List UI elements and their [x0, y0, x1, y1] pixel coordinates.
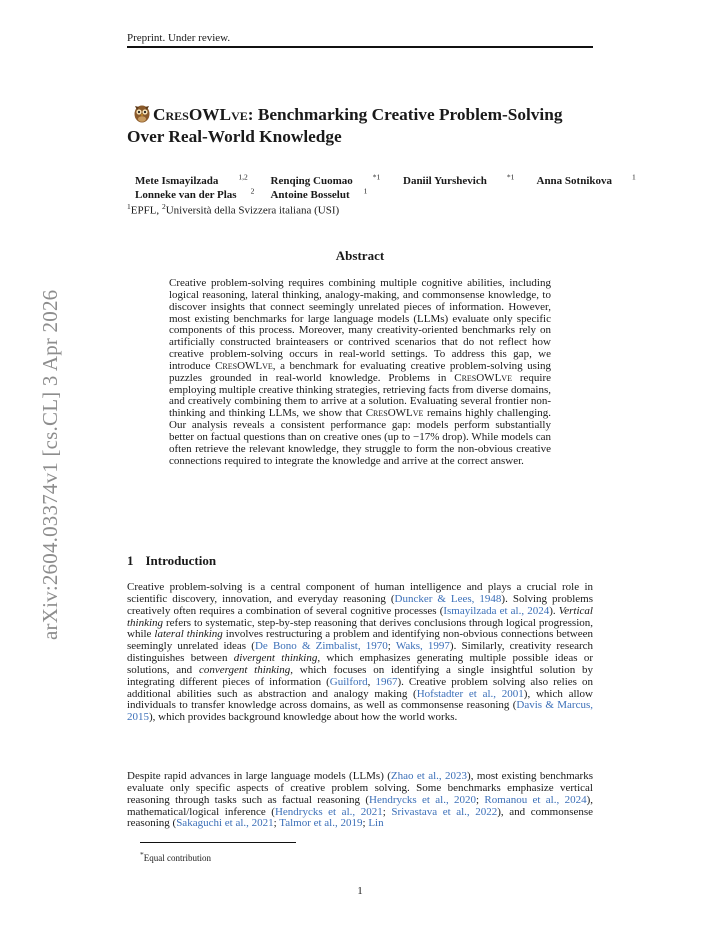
author: Daniil Yurshevich $^{*1}$	[403, 172, 515, 187]
citation-link[interactable]: Zhao et al., 2023	[390, 770, 468, 782]
running-header: Preprint. Under review.	[127, 32, 231, 44]
paragraph-text: Despite rapid advances in large language models (LLMs) (	[127, 770, 391, 782]
citation-link[interactable]: Ismayilzada et al., 2024	[443, 604, 550, 617]
citation-link[interactable]: Srivastava et al., 2022	[391, 805, 498, 818]
citation-link[interactable]: 1967	[375, 675, 398, 688]
header-rule	[127, 46, 593, 48]
paragraph-text: , which emphasizes generating multiple possible ideas or solutions, and	[127, 652, 593, 676]
paragraph-text: ), which allow individuals to transfer knowledge across domains, as well as commonsense reasoning (	[127, 687, 594, 712]
emphasis-text: divergent thinking	[233, 652, 318, 665]
author-list-line2	[135, 186, 381, 201]
citation-link[interactable]: Romanou et al., 2024	[484, 793, 587, 806]
paragraph-text: ), which provides background knowledge about how the world works.	[149, 711, 458, 724]
paragraph-text: ,	[367, 675, 376, 688]
citation-link[interactable]: Duncker & Lees, 1948	[394, 592, 502, 605]
citation-link[interactable]: Lin	[368, 817, 384, 830]
author: Lonneke van der Plas $^2$	[135, 186, 255, 201]
paragraph-text: ). Similarly, creativity research distinguishes between	[127, 640, 594, 665]
section-heading: 1 Introduction	[127, 553, 217, 568]
citation-link[interactable]: Guilford	[329, 675, 368, 688]
paper-title	[127, 104, 597, 148]
title-line1: : Benchmarking Creative Problem-Solving	[247, 105, 563, 124]
intro-paragraph-1	[127, 582, 593, 724]
page-number: 1	[357, 885, 363, 897]
affiliations: $^1$EPFL, $^2$Università della Svizzera italiana (USI)	[127, 202, 340, 217]
emphasis-text: lateral thinking	[154, 628, 223, 641]
author: Antoine Bosselut $^1$	[270, 186, 368, 201]
paragraph-text: ;	[362, 817, 369, 830]
benchmark-name: CresOWLve	[153, 105, 248, 124]
emphasis-text: convergent thinking	[198, 663, 291, 676]
footnote: *Equal contribution	[140, 850, 211, 863]
citation-link[interactable]: Sakaguchi et al., 2021	[176, 817, 274, 830]
author: Renqing Cuomao $^{*1}$	[270, 172, 381, 187]
paragraph-text: ). Solving problems creatively often requires a combination of several cognitive processes (	[127, 592, 593, 617]
paragraph-text: , which focuses on identifying a single insightful solution by integrating different pieces of information (	[127, 663, 593, 688]
paragraph-text: involves restructuring a problem and identifying non-obvious connections between seemingly unrelated ideas (	[127, 628, 593, 653]
citation-link[interactable]: Hofstadter et al., 2001	[416, 687, 524, 700]
paragraph-text: ;	[476, 793, 485, 806]
intro-paragraph-2	[127, 771, 593, 830]
citation-link[interactable]: Hendrycks et al., 2020	[369, 793, 477, 806]
paragraph-text: ;	[387, 640, 396, 653]
citation-link[interactable]: Waks, 1997	[395, 640, 450, 653]
abstract-body: Creative problem-solving requires combining multiple cognitive abilities, including logical reasoning, lateral thinking, analogy-making, and commonsense knowledge, to discover insights that connect seemingly unrelated pieces of information. However, most existing benchmarks for large language models (LLMs) evaluate only specific components of this process. Moreover, many creativity-oriented benchmarks rely on artificially constructed brainteasers or contrived scenarios that do not reflect how creative problem-solving occurs in real-world settings. To address this gap, we introduce CresOWLve, a benchmark for evaluating creative problem-solving using puzzles grounded in real-world knowledge. Problems in CresOWLve require employing multiple creative thinking strategies, retrieving facts from diverse domains, and creatively combining them to arrive at a solution. Evaluating several frontier non-thinking and thinking LLMs, we show that CresOWLve remains highly challenging. Our analysis reveals a consistent performance gap: models perform substantially better on factual questions than on creative ones (up to −17% drop). While models can often retrieve the relevant knowledge, they struggle to form the non-obvious creative connections required to integrate the knowledge and arrive at the correct answer.	[169, 277, 552, 467]
paragraph-text: refers to systematic, step-by-step reasoning that derives conclusions through logical progression, while	[127, 616, 593, 641]
author: Anna Sotnikova $^1$	[536, 172, 636, 187]
arxiv-stamp: arXiv:2604.03374v1 [cs.CL] 3 Apr 2026	[38, 289, 62, 640]
emphasis-text: Vertical thinking	[127, 604, 593, 629]
title-line2: Over Real-World Knowledge	[127, 127, 342, 146]
author-list-line1	[135, 172, 636, 187]
paragraph-text: Creative problem-solving is a central component of human intelligence and plays a crucial role in scientific discovery, innovation, and everyday reasoning (	[127, 581, 593, 605]
paragraph-text: ;	[382, 805, 392, 818]
citation-link[interactable]: Hendrycks et al., 2021	[274, 805, 383, 818]
citation-link[interactable]: Talmor et al., 2019	[279, 817, 363, 830]
abstract-heading: Abstract	[335, 248, 385, 263]
paragraph-text: ;	[273, 817, 280, 830]
paragraph-text: ), most existing benchmarks evaluate only specific aspects of creative problem solving. Some benchmarks emphasize vertical reasoning through tasks such as factual reasoning (	[127, 770, 593, 806]
author: Mete Ismayilzada $^{1,2}$	[135, 172, 248, 187]
paragraph-text: ), mathematical/logical inference (	[127, 793, 593, 818]
citation-link[interactable]: De Bono & Zimbalist, 1970	[254, 640, 388, 653]
citation-link[interactable]: Davis & Marcus, 2015	[127, 699, 593, 724]
paragraph-text: ).	[549, 604, 559, 617]
paragraph-text: ). Creative problem solving also relies on additional abilities such as abstraction and analogy making (	[127, 675, 593, 700]
footnote-rule	[140, 842, 296, 843]
paragraph-text: ), and commonsense reasoning (	[127, 805, 594, 830]
